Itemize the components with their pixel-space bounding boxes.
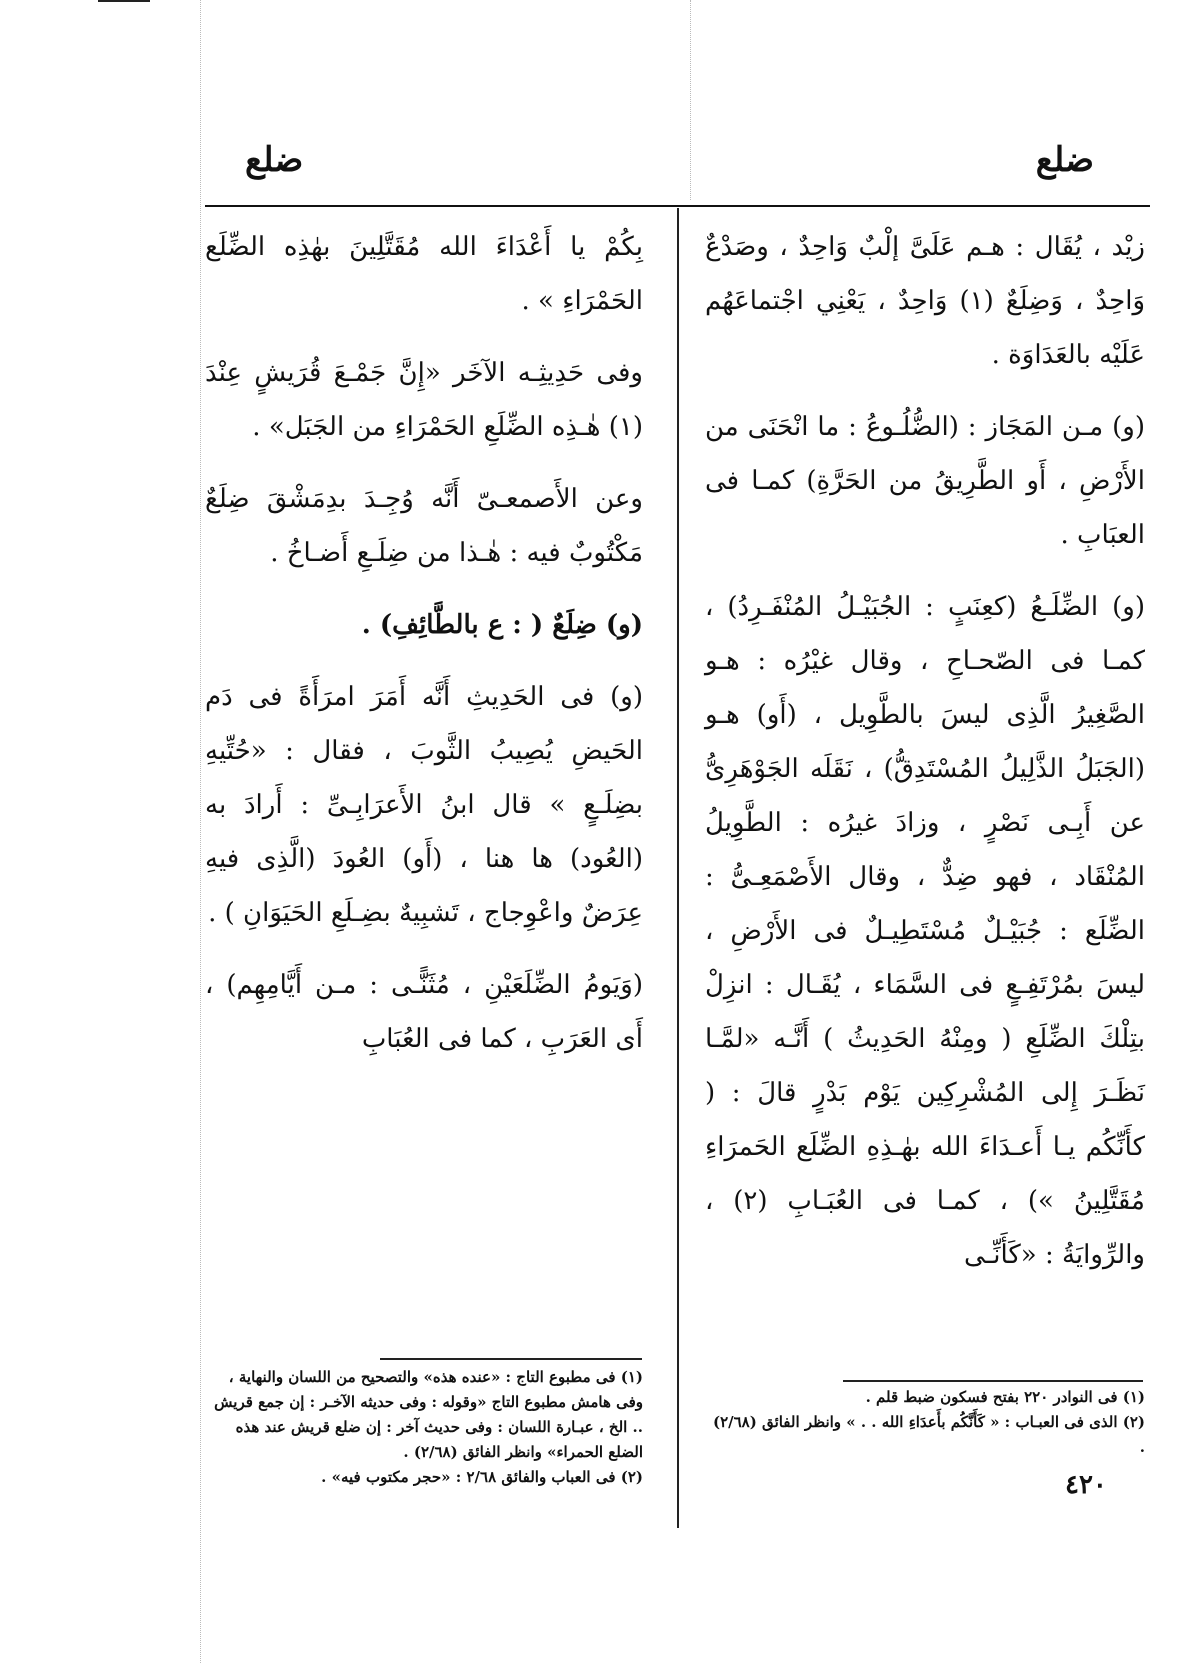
column-divider — [677, 208, 679, 1528]
top-edge-rule — [98, 0, 150, 2]
paragraph: (و) ضِلَعٌ ( : ع بالطَّائِفِ) . — [361, 610, 643, 640]
paragraph: (وَيَومُ الضِّلَعَيْنِ ، مُثَنًّـى : مـن أَيَّامِهِم) ، أَى العَرَبِ ، كما فى العُبَابِ — [205, 970, 643, 1054]
footnote-rule — [380, 1358, 642, 1360]
header-word-right: ضلع — [1035, 140, 1094, 180]
paragraph: (و) الضِّلَـعُ (كعِنَبٍ : الجُبَيْـلُ المُنْفَـرِدُ) ، كمـا فى الصّحـاحِ ، وقال غيْرُه : هـو الصَّغِيرُ الَّذِى ليسَ بالطَّوِيل ، (أَو) هـو (الجَبَلُ الذَّلِيلُ المُسْتَدِقُّ) ، نَقَلَه الجَوْهَرِىُّ عن أَبِـى نَصْرٍ ، وزادَ غيرُه : الطَّوِيلُ المُنْقَاد ، فهو ضِدٌّ ، وقال الأَصْمَعِـىُّ : الضِّلَع : جُبَيْـلٌ مُسْتَطِيـلٌ فى الأَرْضِ ، ليسَ بمُرْتَفِـعٍ فى السَّمَاء ، يُقَـال : انزِلْ بتِلْكَ الضِّلَعِ ( ومِنْهُ الحَدِيثُ ) أَنَّـه «لمَّـا نَظَـرَ إِلى المُشْرِكِين يَوْم بَدْرٍ قالَ : ( كأَنِّكُم يـا أَعـدَاءَ الله بهٰـذِهِ الضِّلَع الحَمرَاءِ مُقَتَّلِينُ ») ، كمـا فى العُبَـابِ (٢) ، والرِّوايَةُ : «كَأَنِّـى — [705, 592, 1145, 1270]
footnote: (٢) فى العباب والفائق ٢/٦٨ : «حجر مكتوب فيه» . — [321, 1468, 643, 1486]
right-column — [705, 220, 1145, 1300]
paragraph: (و) مـن المَجَاز : (الضُّلُـوعُ : ما انْحَنَى من الأَرْضِ ، أَو الطَّرِيقُ من الحَرَّةِ) كمـا فى العبَابِ . — [705, 412, 1145, 550]
left-column — [205, 220, 643, 1084]
left-footnotes — [205, 1365, 643, 1490]
footnote: (١) فى مطبوع التاج : «عنده هذه» والتصحيح من اللسان والنهاية ، وفى هامش مطبوع التاج «وقوله : وفى حديثه الآخـر : إن جمع قريش .. الخ ، عبـارة اللسان : وفى حديث آخر : إن ضلع قريش عند هذه الضلع الحمراء» وانظر الفائق (٢/٦٨) . — [214, 1368, 643, 1461]
scan-guide-line — [200, 0, 201, 1663]
paragraph: وعن الأَصمعـىّ أَنَّه وُجِـدَ بدِمَشْقَ ضِلَعٌ مَكْتُوبٌ فيه : هٰـذا من ضِلَـعِ أَضـاخُ . — [205, 484, 643, 568]
paragraph: زيْد ، يُقَال : هـم عَلَىَّ إلْبٌ وَاحِدٌ ، وصَدْعٌ وَاحِدٌ ، وَضِلَعٌ (١) وَاحِدٌ ، يَعْنِي اجْتماعَهُم عَلَيْه بالعَدَاوَة . — [705, 232, 1145, 370]
footnote: (١) فى النوادر ٢٢٠ بفتح فسكون ضبط قلم . — [865, 1388, 1145, 1406]
paragraph: (و) فى الحَدِيثِ أَنَّه أَمَرَ امرَأَةً فى دَم الحَيضِ يُصِيبُ الثَّوبَ ، فقال : «حُتِّيهِ بضِلَـعٍ » قال ابنُ الأَعرَابِـىِّ : أَرادَ به (العُود) ها هنا ، (أَو) العُودَ (الَّذِى فيهِ عِرَضٌ واعْوِجاج ، تَشبِيهٌ بضِـلَعِ الحَيَوَانِ ) . — [205, 682, 643, 928]
scan-guide-line — [690, 0, 691, 200]
paragraph: وفى حَدِيثِـه الآخَر «إِنَّ جَمْـعَ قُرَيشٍ عِنْدَ (١) هٰـذِه الضِّلَعِ الحَمْرَاءِ من الجَبَل» . — [205, 358, 643, 442]
page-number: ٤٢٠ — [1065, 1470, 1107, 1500]
footnote-rule — [843, 1380, 1143, 1382]
right-footnotes — [705, 1385, 1145, 1460]
header-word-left: ضلع — [245, 140, 304, 180]
header-rule — [205, 205, 1150, 207]
paragraph: بِكُمْ يا أَعْدَاءَ الله مُقَتَّلِينَ بهٰذِه الضِّلَع الحَمْرَاءِ » . — [205, 232, 643, 316]
footnote: (٢) الذى فى العبـاب : « كَأَنَّكُم بأَعدَاءِ الله . . » وانظر الفائق (٢/٦٨) . — [712, 1413, 1145, 1456]
